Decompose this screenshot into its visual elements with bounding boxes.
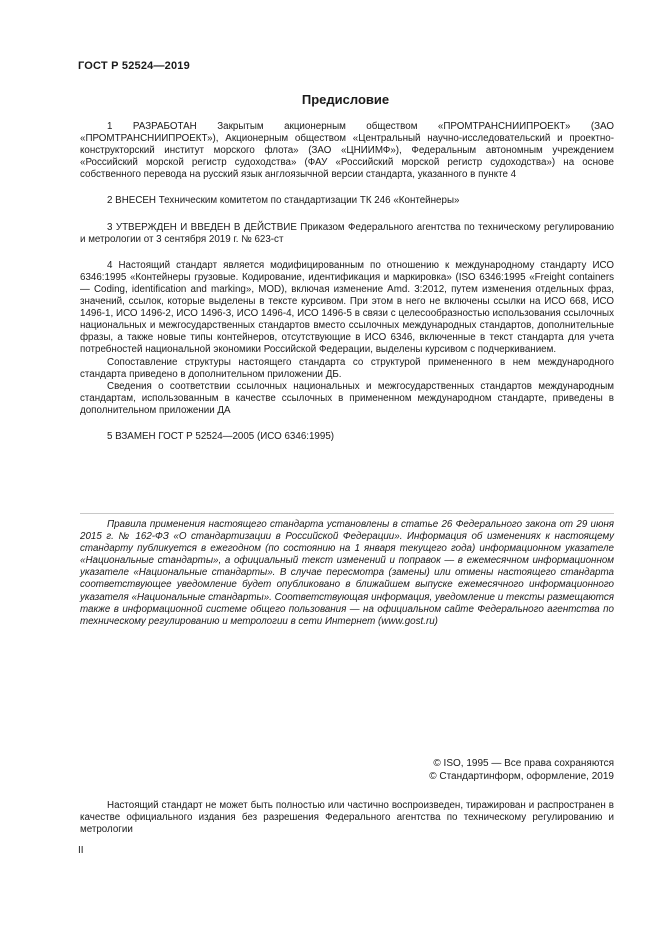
copyright-standartinform: © Стандартинформ, оформление, 2019 <box>429 770 614 782</box>
preface-item-4-references: Сведения о соответствии ссылочных национальных и межгосударственных стандартов международным стандартам, использованным в качестве ссылочных в примененном международном стандарте, приведены в дополнительном приложении ДА <box>80 380 614 416</box>
copyright-iso: © ISO, 1995 — Все права сохраняются <box>433 758 614 769</box>
preface-item-5: 5 ВЗАМЕН ГОСТ Р 52524—2005 (ИСО 6346:1995) <box>107 430 335 442</box>
application-rules-notice: Правила применения настоящего стандарта установлены в статье 26 Федерального закона от 29 июня 2015 г. № 162-ФЗ «О стандартизации в Российской Федерации». Информация об изменениях к настоящему стандарту публикуется в ежегодном (по состоянию на 1 января текущего года) информационном указателе «Национальные стандарты», а официальный текст изменений и поправок — в ежемесячном информационном указателе «Национальные стандарты». В случае пересмотра (замены) или отмены настоящего стандарта соответствующее уведомление будет опубликовано в ближайшем выпуске ежемесячного информационного указателя «Национальные стандарты». Соответствующая информация, уведомление и тексты размещаются также в информационной системе общего пользования — на официальном сайте Федерального агентства по техническому регулированию и метрологии в сети Интернет (www.gost.ru) <box>80 519 614 627</box>
standard-id-header: ГОСТ Р 52524—2019 <box>78 60 190 72</box>
notice-divider <box>80 513 614 514</box>
reproduction-rights-text: Настоящий стандарт не может быть полностью или частично воспроизведен, тиражирован и распространен в качестве официального издания без разрешения Федерального агентства по техническому регулированию и метрологии <box>80 800 614 836</box>
preface-item-4: 4 Настоящий стандарт является модифицированным по отношению к международному стандарту ИСО 6346:1995 «Контейнеры грузовые. Кодирование, идентификация и маркировка» (ISO 6346:1995 «Freight containers — Coding, identification and marking», MOD), включая изменение Amd. 3:2012, путем изменения отдельных фраз, значений, ссылок, которые выделены в тексте курсивом. При этом в него не включены ссылки на ИСО 668, ИСО 1496-1, ИСО 1496-2, ИСО 1496-3, ИСО 1496-4, ИСО 1496-5 в связи с целесообразностью использования ссылочных национальных и межгосударственных стандартов вместо ссылочных международных стандартов, дополнительные фразы, а также новые типы контейнеров, отсутствующие в ИСО 6346, включенные в текст стандарта для учета потребностей национальной экономики Российской Федерации, выделены курсивом с подчеркиванием. <box>80 259 614 356</box>
preface-item-3: 3 УТВЕРЖДЕН И ВВЕДЕН В ДЕЙСТВИЕ Приказом Федерального агентства по техническому регулированию и метрологии от 3 сентября 2019 г. № 623-ст <box>80 221 614 245</box>
copyright-block <box>429 758 614 783</box>
page-number: II <box>78 845 84 856</box>
preface-item-1: 1 РАЗРАБОТАН Закрытым акционерным обществом «ПРОМТРАНСНИИПРОЕКТ» (ЗАО «ПРОМТРАНСНИИПРОЕКТ»), Акционерным обществом «Центральный научно-исследовательский и проектно-конструкторский институт морского флота» (ЗАО «ЦНИИМФ»), Федеральным автономным учреждением «Российский морской регистр судоходства» (ФАУ «Российский морской регистр судоходства») на основе собственного перевода на русский язык англоязычной версии стандарта, указанного в пункте 4 <box>80 121 614 181</box>
preface-title: Предисловие <box>301 92 390 107</box>
preface-body <box>80 121 614 443</box>
preface-item-4-comparison: Сопоставление структуры настоящего стандарта со структурой примененного в нем международного стандарта приведено в дополнительном приложении ДБ. <box>80 356 614 380</box>
preface-item-2: 2 ВНЕСЕН Техническим комитетом по стандартизации ТК 246 «Контейнеры» <box>107 195 460 207</box>
